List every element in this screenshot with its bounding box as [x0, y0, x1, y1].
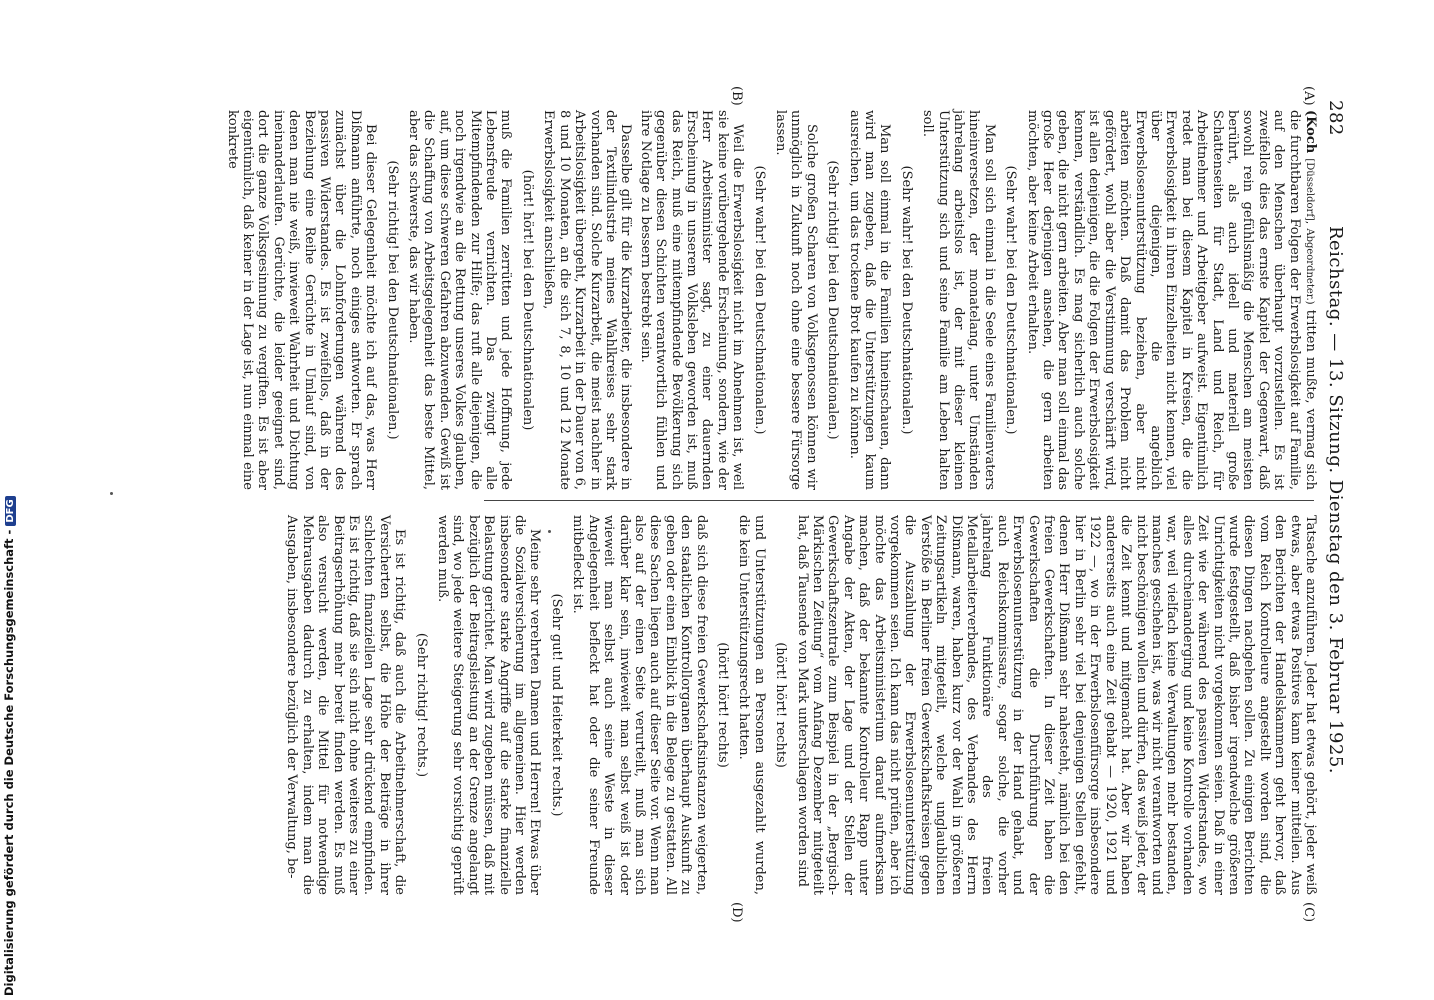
- interjection: (Sehr richtig! rechts.): [413, 632, 429, 778]
- interjection: (Sehr wahr! bei den Deutschnationalen.): [898, 165, 914, 435]
- interjection: (Sehr wahr! bei den Deutschnationalen.): [1003, 165, 1019, 435]
- right-column: [280, 515, 1318, 895]
- paragraph: Tatsache anzuführen. Jeder hat etwas gehört, jeder weiß etwas, aber etwas Positives kann keiner mitteilen. Aus den Berichten der Handelskammern geht hervor, daß vom Reich Kontrolleure angestellt worden sind, die diesen Dingen nachgehen sollen. Zu einigen Berichten wurde festgestellt, daß bisher irgendwelche größeren Unrichtigkeiten nicht vorgekommen seien. Daß in einer Zeit wie der während des passiven Widerstandes, wo alles durcheinanderging und keine Kontrolle vorhanden war, weil vielfach keine Verwaltungen mehr bestanden, manches geschehen ist, was wir nicht verantworten und nicht beschönigen wollen und dürfen, das weiß jeder, der die Zeit kennt und mitgemacht hat. Aber wir haben andererseits auch eine Zeit gehabt — 1920, 1921 und 1922 —, wo in der Erwerbslosenfürsorge insbesondere hier in Berlin sehr viel bei denjenigen Stellen gefehlt, denen Herr Dißmann sehr nahesteht, nämlich bei den freien Gewerkschaften. In dieser Zeit haben die Gewerkschaften die Durchführung der Erwerbslosenunterstützung in der Hand gehabt, und auch Reichskommissare, sogar solche, die vorher jahrelang Funktionäre des freien Metallarbeiterverbandes, des Verbandes des Herrn Dißmann, waren, haben kurz vor der Wahl in größeren Zeitungsartikeln mitgeteilt, welche unglaublichen Verstöße in Berliner freien Gewerkschaftskreisen gegen die Auszahlung der Erwerbslosenunterstützung vorgekommen seien. Ich kann das nicht prüfen, aber ich möchte das Arbeitsministerium darauf aufmerksam machen, daß der bekannte Kontrolleur Rapp unter Angabe der Akten, der Lage und der Stellen der Gewerkschaftszentrale zum Beispiel in der „Bergisch-Märkischen Zeitung“ vom Anfang Dezember mitgeteilt hat, daß Tausende von Mark unterschlagen worden sind: [794, 515, 1318, 895]
- interjection: (Sehr richtig! bei den Deutschnationalen.): [384, 160, 400, 440]
- paragraph: Solche großen Scharen von Volksgenossen können wir unmöglich in Zukunft noch ohne eine bessere Fürsorge lassen.: [773, 110, 819, 490]
- margin-letter-b: (B): [729, 86, 744, 106]
- paragraph: und Unterstützungen an Personen ausgezahlt wurden, die kein Unterstützungsrecht hatten.: [736, 515, 767, 895]
- paragraph: Es ist richtig, daß auch die Arbeitnehmerschaft, die Versicherten selbst, die Höhe der Beiträge in ihrer schlechten finanziellen Lage sehr drückend empfinden. Es ist richtig, daß sie sich nicht ohne weiteres zu einer Beitragserhöhung mehr bereit finden werden. Es muß also versucht werden, die Mittel für notwendige Mehrausgaben dadurch zu erhalten, indem man die Ausgaben, insbesondere bezüglich der Verwaltung, be-: [284, 515, 408, 895]
- speaker-note: [Düsseldorf], Abgeordneter.): [1304, 158, 1315, 305]
- paragraph: Dasselbe gilt für die Kurzarbeiter, die insbesondere in der Textilindustrie meines Wahlkreises sehr stark vorhanden sind. Solche Kurzarbeit, die meist nachher in Arbeitslosigkeit übergeht, Kurzarbeit in der Dauer von 6, 8 und 10 Monaten, an die sich 7, 8, 10 und 12 Monate Erwerbslosigkeit anschließen,: [541, 110, 634, 490]
- paragraph: tritten mußte, vermag sich die furchtbaren Folgen der Erwerbslosigkeit auf Familie, auf den Menschen überhaupt vorzustellen. Es ist zweifellos dies das ernste Kapitel der Gegenwart, daß sowohl rein gefühlsmäßig die Menschen am meisten berührt, als auch ideell und materiell große Schattenseiten für Stadt, Land und Reich, für Arbeitnehmer und Arbeitgeber aufweist. Eigentümlich redet man bei diesem Kapitel in Kreisen, die die Erwerbslosigkeit in ihren Einzelheiten nicht kennen, viel über diejenigen, die angeblich Erwerbslosenunterstützung beziehen, aber nicht arbeiten möchten. Daß damit das Problem nicht gefördert, wohl aber die Verstimmung verschärft wird, ist allen denjenigen, die die Folgen der Erwerbslosigkeit kennen, verständlich. Es mag sicherlich auch solche geben, die nicht gern arbeiten. Aber man soll einmal das große Heer derjenigen ansehen, die gern arbeiten möchten, aber keine Arbeit erhalten.: [1024, 110, 1318, 490]
- page-title: Reichstag. — 13. Sitzung. Dienstag den 3. Februar 1925.: [1325, 225, 1346, 775]
- interjection: (Sehr gut! und Heiterkeit rechts.): [548, 593, 564, 817]
- margin-letter-d: (D): [729, 902, 744, 923]
- page-number: 282: [1325, 100, 1346, 136]
- page-header: [1320, 100, 1346, 900]
- paragraph: daß sich diese freien Gewerkschaftsinstanzen weigerten, den staatlichen Kontrollorganen überhaupt Auskunft zu geben oder einen Einblick in die Belege zu gestatten. All diese Sachen liegen auch auf dieser Seite vor. Wenn man also auf der einen Seite verurteilt, muß man sich darüber klar sein, inwieweit man selbst weiß ist oder wieweit man selbst auch seine Weste in dieser Angelegenheit befleckt hat oder die seiner Freunde mitbefleckt ist.: [570, 515, 709, 895]
- dfg-logo: DFG: [5, 496, 16, 525]
- interjection: (hört! hört! bei den Deutschnationalen): [519, 169, 535, 431]
- column-divider: [484, 500, 1314, 501]
- left-column: [220, 110, 1318, 490]
- margin-letter-a: (A): [1301, 86, 1316, 106]
- paragraph: Meine sehr verehrten Damen und Herren! Etwas über die Sozialversicherung im allgemeinen. Hier werden insbesondere starke Angriffe auf die starke finanzielle Belastung gerichtet. Man wird zugeben müssen, daß mit bezüglich der Beitragsleistung an der Grenze angelangt sind, wo jede weitere Steigerung sehr vorsichtig geprüft werden muß.: [435, 515, 543, 895]
- paragraph: Weil die Erwerbslosigkeit nicht im Abnehmen ist, weil sie keine vorübergehende Erscheinung, sondern, wie der Herr Arbeitsminister sagt, zu einer dauernden Erscheinung in unserem Volksleben geworden ist, muß das Reich, muß eine mitempfindende Bevölkerung sich gegenüber diesen Schichten verantwortlich fühlen und ihre Notlage zu bessern bestrebt sein.: [637, 110, 746, 490]
- scan-speck: [110, 492, 113, 495]
- margin-letter-c: (C): [1301, 902, 1316, 923]
- interjection: (hört! hört! rechts): [714, 642, 730, 768]
- paragraph: Bei dieser Gelegenheit möchte ich auf das, was Herr Dißmann anführte, noch einiges antworten. Er sprach zunächst über die Lohnforderungen während des passiven Widerstandes. Es ist zweifellos, daß in der Beziehung eine Reihe Gerüchte in Umlauf sind, von denen man nie weiß, inwieweit Wahrheit und Dichtung ineinanderlaufen. Gerüchte, die leider geeignet sind, dort die ganze Volksgesinnung zu vergiften. Es ist aber eigentümlich, daß keiner in der Lage ist, nun einmal eine konkrete: [224, 110, 379, 490]
- interjection: (Sehr richtig! bei den Deutschnationalen.): [825, 160, 841, 440]
- footer-text: Digitalisierung gefördert durch die Deutsche Forschungsgemeinschaft -: [2, 529, 16, 996]
- paragraph: Man soll sich einmal in die Seele eines Familienvaters hineinversetzen, der monatelang, unter Umständen jahrelang arbeitslos ist, der mit dieser kleinen Unterstützung sich und seine Familie am Leben halten soll.: [920, 110, 997, 490]
- digitization-footer: [2, 496, 16, 996]
- paragraph: muß die Familien zerrütten und jede Hoffnung, jede Lebensfreude vernichten. Das zwingt alle Mitempfindenden zur Hilfe; das ruft alle diejenigen, die noch irgendwie an die Rettung unseres Volkes glauben, auf, um diese schweren Gefahren abzuwenden. Gewiß ist die Schaffung von Arbeitsgelegenheit das beste Mittel, aber das schwerste, das wir haben.: [406, 110, 514, 490]
- interjection: (Sehr wahr! bei den Deutschnationalen.): [751, 165, 767, 435]
- interjection: (hört! hört! rechts): [773, 642, 789, 768]
- scan-speck: [548, 530, 551, 533]
- speaker-name: (Koch: [1303, 110, 1318, 154]
- paragraph: Man soll einmal in die Familien hineinschauen, dann wird man zugeben, daß die Unterstützungen kaum ausreichen, um das trockene Brot kaufen zu können.: [846, 110, 893, 490]
